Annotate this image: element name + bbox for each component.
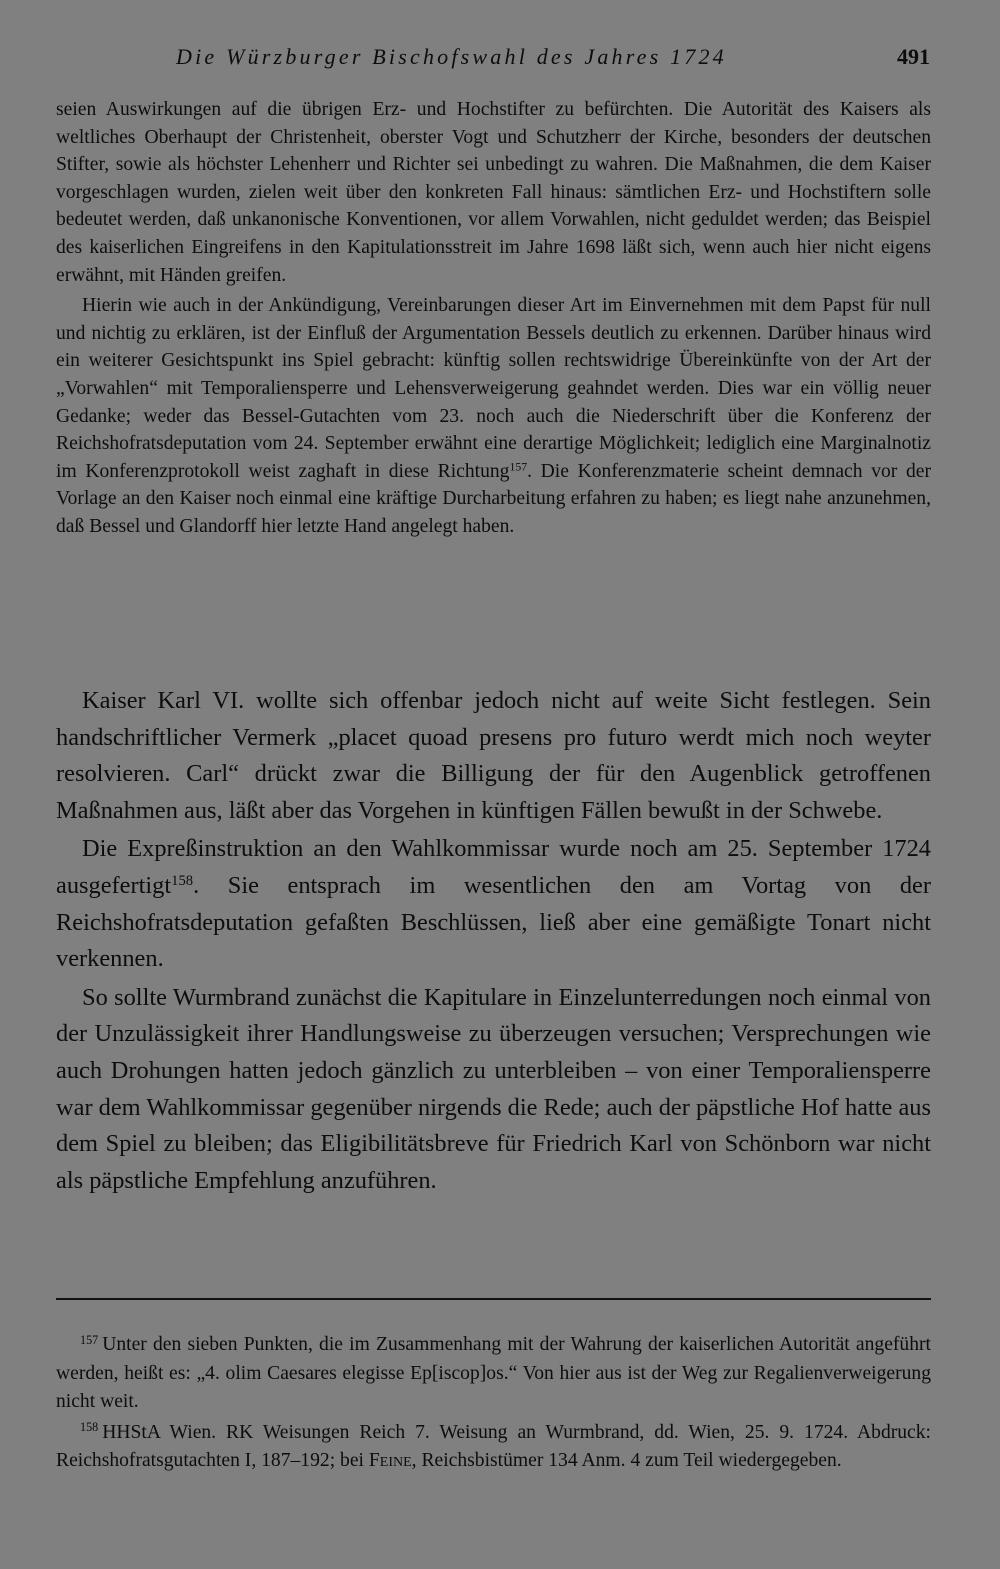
footnote-158-number: 158 — [80, 1420, 99, 1435]
running-header — [56, 44, 930, 76]
footnote-ref-157: 157 — [509, 460, 528, 474]
main-paragraph-1: Kaiser Karl VI. wollte sich offenbar jedoch nicht auf weite Sicht festlegen. Sein handschriftlicher Vermerk „placet quoad presens pro futuro werdt mich noch weyter resolvieren. Carl“ drückt zwar die Billigung der für den Augenblick getroffenen Maßnahmen aus, läßt aber das Vorgehen in künftigen Fällen bewußt in der Schwebe. — [56, 687, 931, 824]
running-title: Die Würzburger Bischofswahl des Jahres 1724 — [176, 44, 727, 69]
main-paragraph-2 — [56, 831, 931, 977]
footnote-ref-158: 158 — [171, 872, 194, 889]
footnote-158 — [56, 1419, 931, 1476]
footnote-157-text: Unter den sieben Punkten, die im Zusammenhang mit der Wahrung der kaiserlichen Autorität angeführt werden, heißt es: „4. olim Caesares elegisse Ep[iscop]os.“ Von hier aus ist der Weg zur Regalienverweigerung nicht weit. — [56, 1334, 931, 1412]
small-paragraph-2-text-b: . Die Konferenzmaterie scheint demnach vor der Vorlage an den Kaiser noch einmal eine kräftige Durcharbeitung erfahren zu haben; es liegt nahe anzunehmen, daß Bessel und Glandorff hier letzte Hand angelegt haben. — [56, 460, 931, 537]
footnote-157-number: 157 — [80, 1332, 99, 1347]
small-paragraph-2 — [56, 292, 931, 540]
main-paragraph-2-text-b: . Sie entsprach im wesentlichen den am Vortag von der Reichshofratsdeputation gefaßten Beschlüssen, ließ aber eine gemäßigte Tonart nicht verkennen. — [56, 871, 931, 973]
footnote-divider — [56, 1298, 931, 1300]
small-print-section — [56, 96, 931, 541]
footnote-158-author: Feine — [368, 1450, 412, 1471]
main-text-section — [56, 683, 931, 1201]
main-paragraph-3: So sollte Wurmbrand zunächst die Kapitulare in Einzelunterredungen noch einmal von der Unzulässigkeit ihrer Handlungsweise zu überzeugen versuchen; Versprechungen wie auch Drohungen hatten jedoch gänzlich zu unterbleiben – von einer Temporaliensperre war dem Wahlkommissar gegenüber nirgends die Rede; auch der päpstliche Hof hatte aus dem Spiel zu bleiben; das Eligibilitätsbreve für Friedrich Karl von Schönborn war nicht als päpstliche Empfehlung anzuführen. — [56, 983, 931, 1194]
page-number: 491 — [897, 44, 930, 69]
small-paragraph-2-text-a: Hierin wie auch in der Ankündigung, Vereinbarungen dieser Art im Einvernehmen mit dem Papst für null und nichtig zu erklären, ist der Einfluß der Argumentation Bessels deutlich zu erkennen. Darüber hinaus wird ein weiterer Gesichtspunkt ins Spiel gebracht: künftig sollen rechtswidrige Übereinkünfte von der Art der „Vorwahlen“ mit Temporaliensperre und Lehensverweigerung geahndet werden. Dies war ein völlig neuer Gedanke; weder das Bessel-Gutachten vom 23. noch auch die Niederschrift über die Konferenz der Reichshofratsdeputation vom 24. September erwähnt eine derartige Möglichkeit; lediglich eine Marginalnotiz im Konferenzprotokoll weist zaghaft in diese Richtung — [56, 295, 931, 482]
small-paragraph-1: seien Auswirkungen auf die übrigen Erz- und Hochstifter zu befürchten. Die Autorität des Kaisers als weltliches Oberhaupt der Christenheit, oberster Vogt und Schutzherr der Kirche, besonders der deutschen Stifter, sowie als höchster Lehenherr und Richter sei unbedingt zu wahren. Die Maßnahmen, die dem Kaiser vorgeschlagen wurden, zielen weit über den konkreten Fall hinaus: sämtlichen Erz- und Hochstiftern solle bedeutet werden, daß unkanonische Konventionen, vor allem Vorwahlen, nicht geduldet werden; das Beispiel des kaiserlichen Eingreifens in den Kapitulationsstreit im Jahre 1698 läßt sich, wenn auch hier nicht eigens erwähnt, mit Händen greifen. — [56, 99, 931, 286]
main-paragraph-2-text-a: Die Expreßinstruktion an den Wahlkommissar wurde noch am 25. September 1724 ausgefertigt — [56, 835, 931, 899]
footnote-158-text-a: HHStA Wien. RK Weisungen Reich 7. Weisung an Wurmbrand, dd. Wien, 25. 9. 1724. Abdruck: Reichshofratsgutachten I, 187–192; bei — [56, 1421, 931, 1471]
footnote-158-text-b: , Reichsbistümer 134 Anm. 4 zum Teil wiedergegeben. — [411, 1450, 842, 1471]
footnotes — [56, 1331, 931, 1478]
footnote-157 — [56, 1331, 931, 1417]
